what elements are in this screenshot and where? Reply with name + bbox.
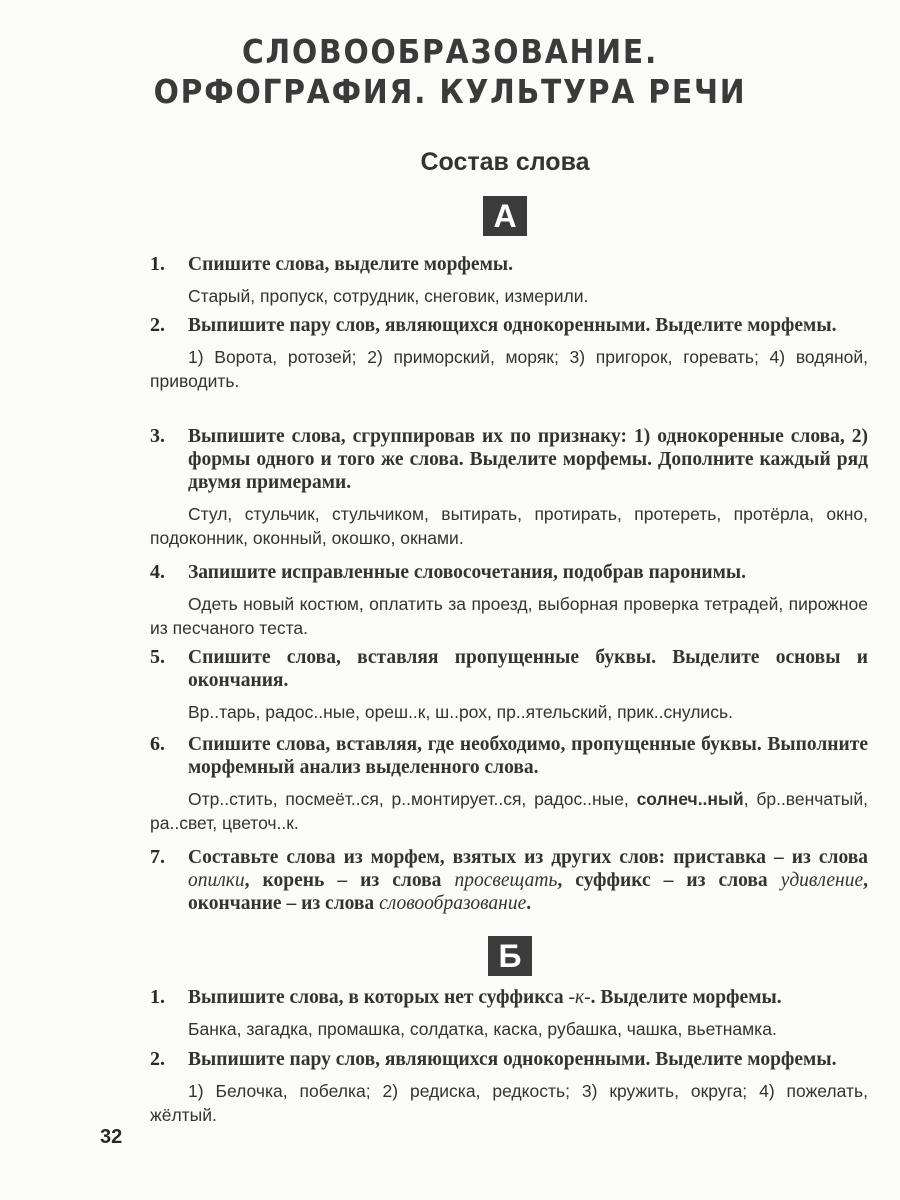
exercise-number: 7. <box>150 846 165 868</box>
exercise-task: Выпишите пару слов, являющихся однокоренными. Выделите морфемы. <box>188 315 837 336</box>
exercise-task <box>188 846 868 915</box>
exercise-words: 1) Белочка, побелка; 2) редиска, редкость; 3) кружить, округа; 4) пожелать, жёлтый. <box>150 1081 868 1125</box>
exercise-words: Старый, пропуск, сотрудник, снеговик, измерили. <box>188 286 589 306</box>
exercise-number: 2. <box>150 314 165 336</box>
section-subtitle: Состав слова <box>420 148 590 176</box>
exercise-words: Банка, загадка, промашка, солдатка, каска, рубашка, чашка, вьетнамка. <box>188 1019 777 1039</box>
exercise-number: 1. <box>150 253 165 275</box>
words-part: , бр..венчатый, ра..свет, цветоч..к. <box>150 789 869 833</box>
exercise-task: Выпишите пару слов, являющихся однокоренными. Выделите морфемы. <box>188 1049 837 1070</box>
exercise-a3 <box>150 425 868 550</box>
exercise-task: Спишите слова, вставляя пропущенные буквы. Выделите основы и окончания. <box>188 647 868 691</box>
exercise-a6 <box>150 733 868 835</box>
text: , корень – из слова <box>244 870 455 891</box>
text: . Выделите морфемы. <box>590 987 782 1008</box>
exercise-words: 1) Ворота, ротозей; 2) приморский, моряк; 3) пригорок, горевать; 4) водяной, приводить. <box>150 347 868 391</box>
exercise-a7 <box>150 846 868 915</box>
italic-word: опилки <box>188 870 245 891</box>
exercise-words <box>150 787 868 835</box>
exercise-b1 <box>150 986 868 1041</box>
words-part: Отр..стить, посмеёт..ся, р..монтирует..ся, радос..ные, <box>188 789 637 809</box>
exercise-task: Запишите исправленные словосочетания, подобрав паронимы. <box>188 562 746 583</box>
exercise-a5 <box>150 646 868 724</box>
page-number: 32 <box>100 1126 123 1148</box>
chapter-title-line2: ОРФОГРАФИЯ. КУЛЬТУРА РЕЧИ <box>153 72 747 111</box>
text: , окончание – из слова <box>188 870 868 914</box>
level-a-label: А <box>483 196 527 236</box>
exercise-a1 <box>150 253 868 308</box>
highlighted-word: солнеч..ный <box>636 789 744 809</box>
exercise-a2 <box>150 314 868 393</box>
exercise-a4 <box>150 561 868 640</box>
exercise-words: Вр..тарь, радос..ные, ореш..к, ш..рох, пр..ятельский, прик..снулись. <box>188 702 733 722</box>
exercise-number: 1. <box>150 986 165 1008</box>
exercise-number: 4. <box>150 561 165 583</box>
text: . <box>526 893 532 914</box>
exercise-task: Выпишите слова, сгруппировав их по признаку: 1) однокоренные слова, 2) формы одного и того же слова. Выделите морфемы. Дополните каждый ряд двумя примерами. <box>188 426 868 493</box>
exercise-b2 <box>150 1048 868 1127</box>
italic-word: удивление <box>780 870 864 891</box>
exercise-task: Спишите слова, вставляя, где необходимо, пропущенные буквы. Выполните морфемный анализ выделенного слова. <box>188 734 868 778</box>
exercise-task <box>188 986 868 1009</box>
italic-word: просвещать <box>454 870 558 891</box>
text: Выпишите слова, в которых нет суффикса <box>188 987 569 1008</box>
exercise-number: 5. <box>150 646 165 668</box>
italic-word: словообразование <box>379 893 527 914</box>
exercise-number: 2. <box>150 1048 165 1070</box>
text: Составьте слова из морфем, взятых из других слов: приставка – из слова <box>188 847 868 868</box>
exercise-task: Спишите слова, выделите морфемы. <box>188 254 513 275</box>
exercise-words: Одеть новый костюм, оплатить за проезд, выборная проверка тетрадей, пирожное из песчаного теста. <box>150 594 868 638</box>
exercise-number: 6. <box>150 733 165 755</box>
text: , суффикс – из слова <box>557 870 781 891</box>
chapter-title-line1: СЛОВООБРАЗОВАНИЕ. <box>241 32 659 71</box>
exercise-number: 3. <box>150 425 165 447</box>
level-b-label: Б <box>488 936 532 976</box>
exercise-words: Стул, стульчик, стульчиком, вытирать, протирать, протереть, протёрла, окно, подоконник, оконный, окошко, окнами. <box>150 504 868 548</box>
italic-word: -к- <box>568 987 591 1008</box>
